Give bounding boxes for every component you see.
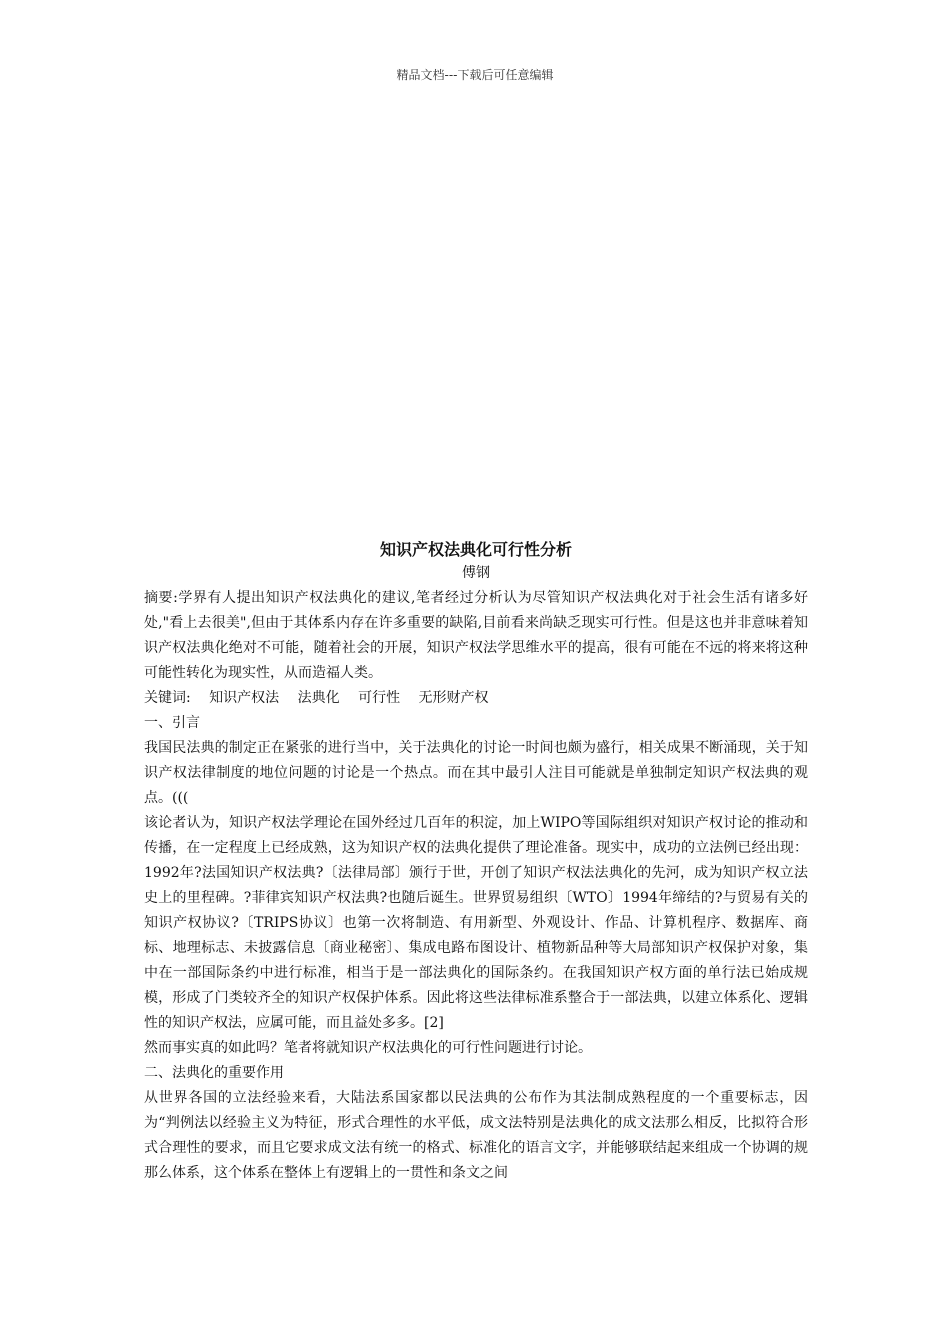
keyword: 法典化 bbox=[297, 690, 340, 706]
keyword: 可行性 bbox=[358, 690, 401, 706]
article-author: 傅钢 bbox=[462, 565, 490, 581]
section-heading: 一、引言 bbox=[144, 715, 200, 731]
body-paragraph: 我国民法典的制定正在紧张的进行当中，关于法典化的讨论一时间也颇为盛行，相关成果不断涌现，关于知识产权法律制度的地位问题的讨论是一个热点。而在其中最引人注目可能就是单独制定知识产权法典的观点。((( bbox=[144, 740, 808, 806]
keyword: 知识产权法 bbox=[209, 690, 280, 706]
section-heading: 二、法典化的重要作用 bbox=[144, 1065, 284, 1081]
article-body bbox=[144, 538, 808, 1186]
body-paragraph: 该论者认为，知识产权法学理论在国外经过几百年的积淀，加上WIPO等国际组织对知识产权讨论的推动和传播，在一定程度上已经成熟，这为知识产权的法典化提供了理论准备。现实中，成功的立法例已经出现：1992年?法国知识产权法典?〔法律局部〕颁行于世，开创了知识产权法法典化的先河，成为知识产权立法史上的里程碑。?菲律宾知识产权法典?也随后诞生。世界贸易组织〔WTO〕1994年缔结的?与贸易有关的知识产权协议?〔TRIPS协议〕也第一次将制造、有用新型、外观设计、作品、计算机程序、数据库、商标、地理标志、未披露信息〔商业秘密〕、集成电路布图设计、植物新品种等大局部知识产权保护对象，集中在一部国际条约中进行标准，相当于是一部法典化的国际条约。在我国知识产权方面的单行法已始成规模，形成了门类较齐全的知识产权保护体系。因此将这些法律标准系整合于一部法典，以建立体系化、逻辑性的知识产权法，应属可能，而且益处多多。[2] bbox=[144, 815, 808, 1031]
keywords-line bbox=[144, 686, 808, 711]
keywords-label: 关键词: bbox=[144, 690, 191, 706]
article-title: 知识产权法典化可行性分析 bbox=[379, 540, 572, 559]
header-note: 精品文档---下载后可任意编辑 bbox=[396, 68, 554, 82]
abstract-paragraph: 摘要:学界有人提出知识产权法典化的建议,笔者经过分析认为尽管知识产权法典化对于社会生活有诸多好处,"看上去很美",但由于其体系内存在许多重要的缺陷,目前看来尚缺乏现实可行性。但是这也并非意味着知识产权法典化绝对不可能，随着社会的开展，知识产权法学思维水平的提高，很有可能在不远的将来将这种可能性转化为现实性，从而造福人类。 bbox=[144, 590, 808, 681]
body-paragraph: 然而事实真的如此吗？笔者将就知识产权法典化的可行性问题进行讨论。 bbox=[144, 1040, 592, 1056]
keyword: 无形财产权 bbox=[418, 690, 489, 706]
body-paragraph: 从世界各国的立法经验来看，大陆法系国家都以民法典的公布作为其法制成熟程度的一个重要标志，因为“判例法以经验主义为特征，形式合理性的水平低，成文法特别是法典化的成文法那么相反，比拟符合形式合理性的要求，而且它要求成文法有统一的格式、标准化的语言文字，并能够联结起来组成一个协调的规那么体系，这个体系在整体上有逻辑上的一贯性和条文之间 bbox=[144, 1090, 808, 1181]
